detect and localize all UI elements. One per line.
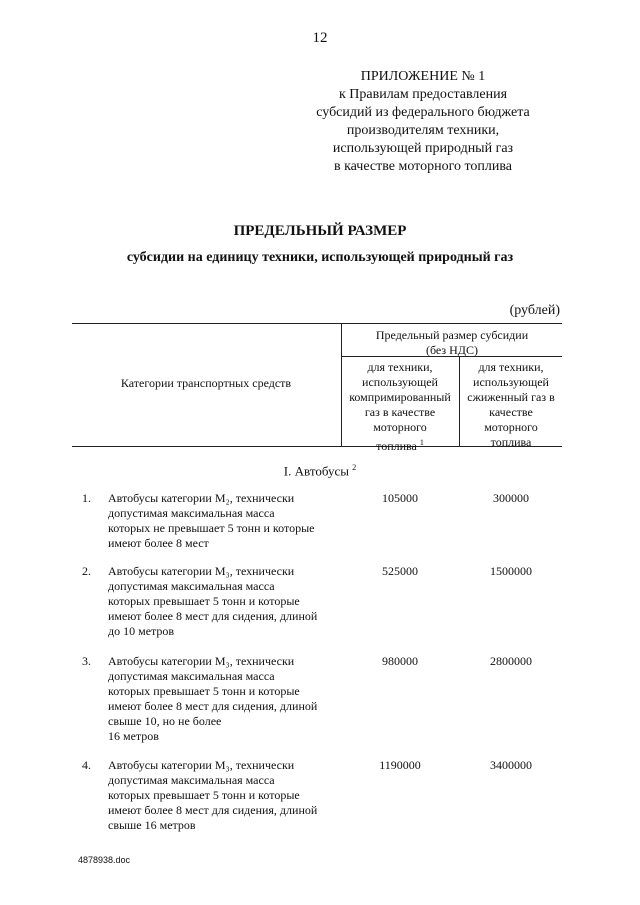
header-line-text: топлива — [376, 439, 417, 453]
row-description — [108, 758, 348, 833]
desc-line: допустимая максимальная масса — [108, 506, 275, 520]
appendix-line: использующей природный газ — [332, 141, 514, 156]
row-description — [108, 654, 348, 744]
table-top-border — [72, 323, 562, 324]
lng-column-header — [460, 360, 562, 450]
desc-line: свыше 10, но не более — [108, 714, 222, 728]
desc-line: имеют более 8 мест для сидения, длиной — [108, 699, 318, 713]
footnote-marker: 2 — [352, 463, 357, 472]
lng-subsidy-value: 1500000 — [490, 564, 532, 578]
cng-column-header — [342, 360, 458, 454]
row-number: 3. — [82, 654, 91, 668]
appendix-line: ПРИЛОЖЕНИЕ № 1 — [360, 69, 486, 84]
desc-line: Автобусы категории M₃, технически — [108, 654, 295, 668]
desc-line: до 10 метров — [108, 624, 175, 638]
appendix-line: субсидий из федерального бюджета — [316, 105, 530, 120]
cng-subsidy-value: 105000 — [382, 491, 418, 505]
document-subtitle: субсидии на единицу техники, использующей природный газ — [126, 250, 514, 265]
cng-subsidy-value: 1190000 — [379, 758, 421, 772]
lng-subsidy-value: 2800000 — [490, 654, 532, 668]
desc-line: допустимая максимальная масса — [108, 669, 275, 683]
header-line: компримированный — [349, 390, 451, 404]
header-line: Предельный размер субсидии — [375, 328, 529, 342]
desc-line: допустимая максимальная масса — [108, 773, 275, 787]
section-heading — [0, 463, 640, 479]
max-subsidy-header — [342, 328, 562, 358]
header-line: сжиженный газ в — [467, 390, 555, 404]
desc-line: Автобусы категории M₃, технически — [108, 564, 295, 578]
document-filename: 4878938.doc — [78, 855, 131, 865]
desc-line: Автобусы категории M₃, технически — [108, 758, 295, 772]
header-line: моторного — [373, 420, 427, 434]
appendix-line: к Правилам предоставления — [338, 87, 508, 102]
appendix-header — [286, 68, 560, 176]
desc-line: допустимая максимальная масса — [108, 579, 275, 593]
desc-line: 16 метров — [108, 729, 159, 743]
header-line: топлива — [490, 435, 532, 449]
cng-subsidy-value: 980000 — [382, 654, 418, 668]
header-line: использующей — [473, 375, 549, 389]
document-title: ПРЕДЕЛЬНЫЙ РАЗМЕР — [233, 223, 407, 239]
header-line: (без НДС) — [425, 343, 478, 357]
row-number: 4. — [82, 758, 91, 772]
appendix-line: в качестве моторного топлива — [333, 159, 513, 174]
units-label: (рублей) — [509, 303, 560, 318]
desc-line: которых превышает 5 тонн и которые — [108, 594, 300, 608]
row-number: 2. — [82, 564, 91, 578]
page-number: 12 — [312, 30, 328, 46]
desc-line: имеют более 8 мест для сидения, длиной — [108, 609, 318, 623]
header-line: газ в качестве — [364, 405, 436, 419]
header-line: для техники, — [478, 360, 544, 374]
row-number: 1. — [82, 491, 91, 505]
desc-line: которых превышает 5 тонн и которые — [108, 788, 300, 802]
category-header: Категории транспортных средств — [120, 376, 292, 390]
header-line — [342, 435, 458, 454]
header-line: использующей — [362, 375, 438, 389]
lng-subsidy-value: 300000 — [493, 491, 529, 505]
section-label: I. Автобусы — [283, 463, 349, 479]
row-description — [108, 564, 348, 639]
header-line: качестве — [489, 405, 533, 419]
row-description — [108, 491, 348, 551]
cng-subsidy-value: 525000 — [382, 564, 418, 578]
header-line: для техники, — [367, 360, 433, 374]
desc-line: Автобусы категории M₂, технически — [108, 491, 295, 505]
lng-subsidy-value: 3400000 — [490, 758, 532, 772]
desc-line: которых превышает 5 тонн и которые — [108, 684, 300, 698]
header-line: моторного — [484, 420, 538, 434]
appendix-line: производителям техники, — [346, 123, 500, 138]
footnote-marker: 1 — [419, 438, 424, 447]
desc-line: которых не превышает 5 тонн и которые — [108, 521, 315, 535]
desc-line: свыше 16 метров — [108, 818, 196, 832]
desc-line: имеют более 8 мест для сидения, длиной — [108, 803, 318, 817]
desc-line: имеют более 8 мест — [108, 536, 209, 550]
